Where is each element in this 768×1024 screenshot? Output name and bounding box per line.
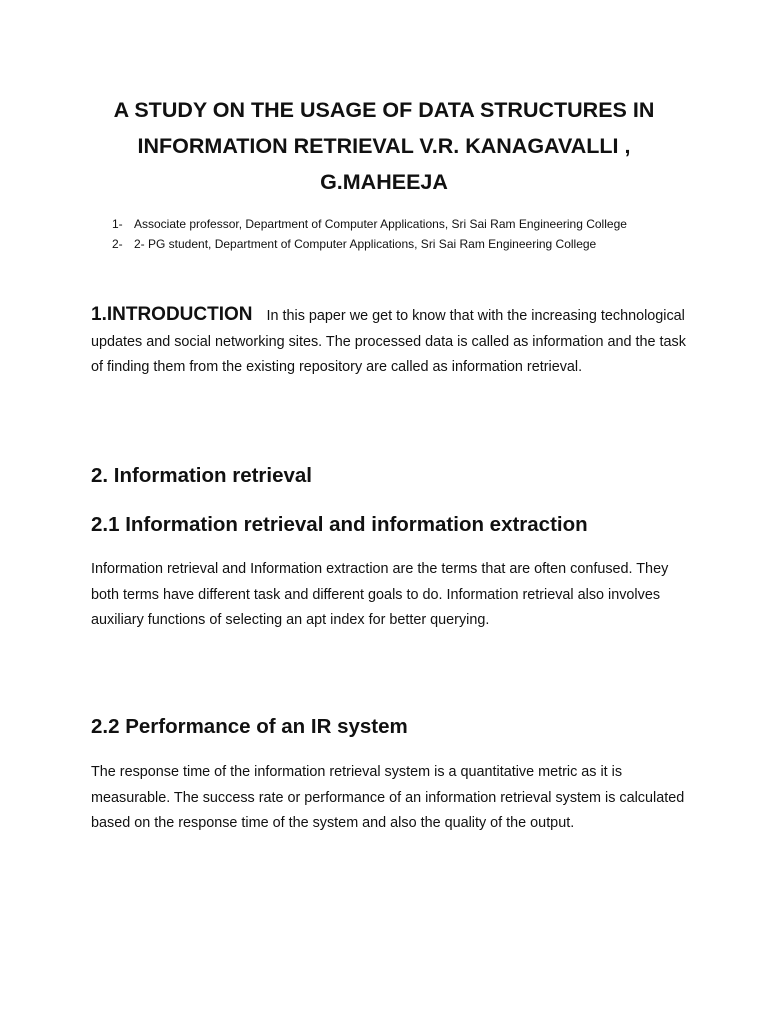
affiliation-1-number: 1- [112,217,123,231]
section-2-heading: 2. Information retrieval [91,464,313,487]
section-2-2-paragraph: The response time of the information retrieval system is a quantitative metric as it is measurable. The success rate or performance of an information retrieval system is calculated based on the response time of the system and also the quality of the output. [91,764,685,832]
section-2-2-heading: 2.2 Performance of an IR system [91,715,408,738]
affiliation-2-text: 2- PG student, Department of Computer Applications, Sri Sai Ram Engineering College [134,237,597,251]
introduction-paragraph [91,302,691,381]
introduction-heading: 1.INTRODUCTION [91,304,253,325]
affiliation-2 [112,236,712,252]
affiliation-2-number: 2- [112,237,123,251]
section-2-1-paragraph: Information retrieval and Information extraction are the terms that are often confused. They both terms have different task and different goals to do. Information retrieval also involves auxiliary functions of selecting an apt index for better querying. [91,561,669,629]
title-line-2: INFORMATION RETRIEVAL V.R. KANAGAVALLI , [137,134,631,158]
introduction-text: In this paper we get to know that with the increasing technological updates and social networking sites. The processed data is called as information and the task of finding them from the existing repository are called as information retrieval. [91,308,686,376]
section-2-1-heading: 2.1 Information retrieval and information extraction [91,513,588,536]
title-line-3: G.MAHEEJA [320,170,448,194]
affiliation-1 [112,216,712,232]
title-line-1: A STUDY ON THE USAGE OF DATA STRUCTURES IN [113,98,655,122]
paper-title [100,92,668,200]
affiliation-1-text: Associate professor, Department of Computer Applications, Sri Sai Ram Engineering College [134,217,627,231]
